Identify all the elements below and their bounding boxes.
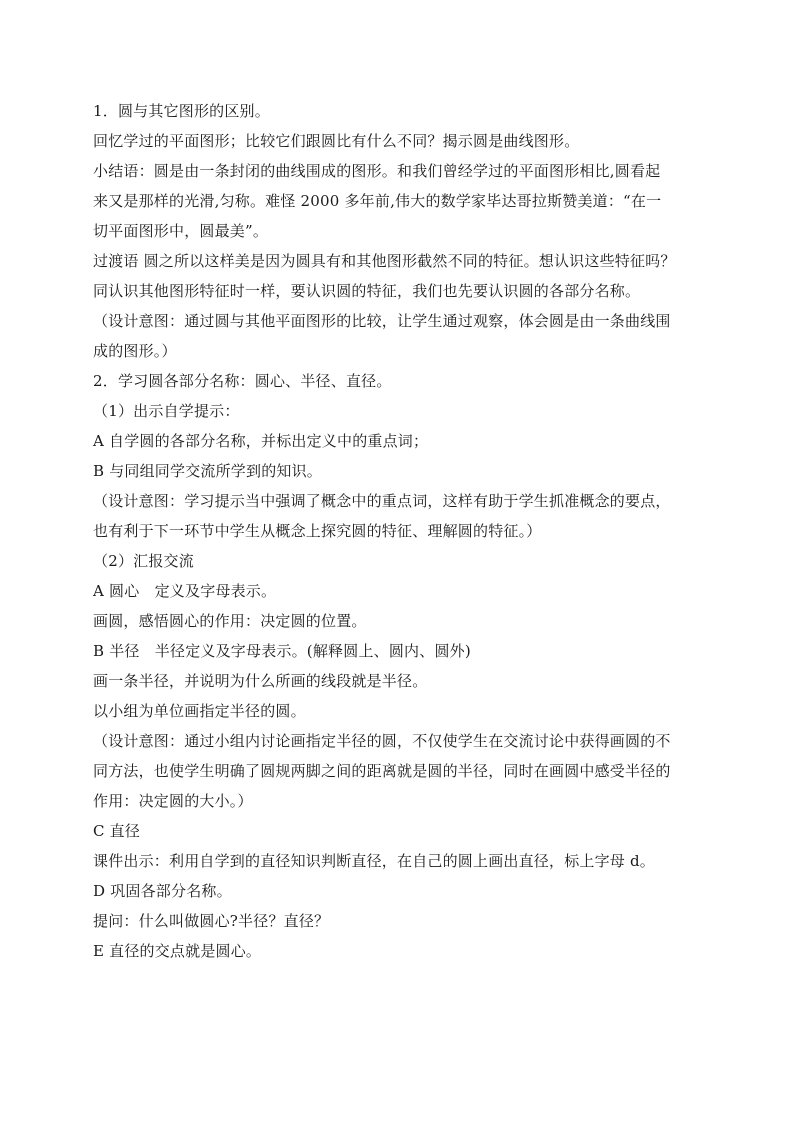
- text-line: 以小组为单位画指定半径的圆。: [93, 702, 306, 720]
- text-line: 切平面图形中，圆最美”。: [93, 222, 269, 240]
- text-line: （1）出示自学提示：: [93, 402, 240, 420]
- text-line: B 与同组同学交流所学到的知识。: [93, 462, 322, 480]
- text-line: （设计意图：通过圆与其他平面图形的比较，让学生通过观察，体会圆是由一条曲线围: [93, 312, 671, 330]
- text-line: A 自学圆的各部分名称，并标出定义中的重点词；: [93, 432, 429, 450]
- text-line: 课件出示：利用自学到的直径知识判断直径，在自己的圆上画出直径，标上字母 d。: [93, 852, 655, 870]
- text-line: 来又是那样的光滑,匀称。难怪 2000 多年前,伟大的数学家毕达哥拉斯赞美道：“在一: [93, 192, 662, 210]
- text-line: 过渡语 圆之所以这样美是因为圆具有和其他图形截然不同的特征。想认识这些特征吗？: [93, 252, 676, 270]
- text-line: 1．圆与其它图形的区别。: [93, 102, 270, 120]
- text-line: 也有利于下一环节中学生从概念上探究圆的特征、理解圆的特征。）: [93, 522, 542, 540]
- text-line: 成的图形。）: [93, 342, 177, 360]
- text-line: E 直径的交点就是圆心。: [93, 942, 262, 960]
- text-line: 回忆学过的平面图形；比较它们跟圆比有什么不同？揭示圆是曲线图形。: [93, 132, 580, 150]
- text-line: B 半径 半径定义及字母表示。(解释圆上、圆内、圆外): [93, 642, 471, 660]
- text-line: （设计意图：学习提示当中强调了概念中的重点词，这样有助于学生抓准概念的要点，: [93, 492, 671, 510]
- text-line: A 圆心 定义及字母表示。: [93, 582, 277, 600]
- document-body: [93, 96, 703, 966]
- text-line: D 巩固各部分名称。: [93, 882, 232, 900]
- text-line: 同认识其他图形特征时一样，要认识圆的特征，我们也先要认识圆的各部分名称。: [93, 282, 641, 300]
- text-line: 作用：决定圆的大小。）: [93, 792, 253, 810]
- text-line: 小结语：圆是由一条封闭的曲线围成的图形。和我们曾经学过的平面图形相比,圆看起: [93, 162, 661, 180]
- text-line: 提问：什么叫做圆心?半径？直径？: [93, 912, 330, 930]
- text-line: 画一条半径，并说明为什么所画的线段就是半径。: [93, 672, 428, 690]
- text-line: 画圆，感悟圆心的作用：决定圆的位置。: [93, 612, 367, 630]
- text-line: 2．学习圆各部分名称：圆心、半径、直径。: [93, 372, 392, 390]
- text-line: C 直径: [93, 822, 141, 840]
- text-line: （设计意图：通过小组内讨论画指定半径的圆，不仅使学生在交流讨论中获得画圆的不: [93, 732, 671, 750]
- text-line: （2）汇报交流: [93, 552, 194, 570]
- text-line: 同方法，也使学生明确了圆规两脚之间的距离就是圆的半径，同时在画圆中感受半径的: [93, 762, 671, 780]
